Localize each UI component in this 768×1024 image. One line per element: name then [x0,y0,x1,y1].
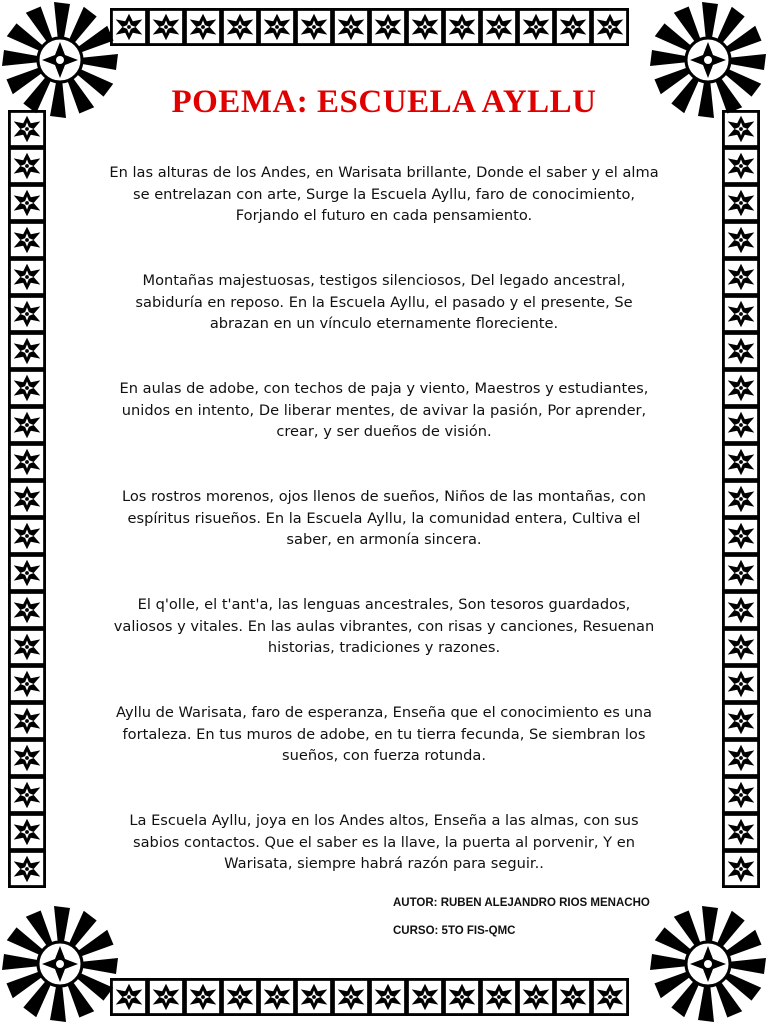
border-tile [722,739,760,777]
border-tile [8,776,46,814]
border-tile [332,978,370,1016]
border-tile [722,147,760,185]
stanza-3: En aulas de adobe, con techos de paja y viento, Maestros y estudiantes, unidos en intento, De liberar mentes, de avivar la pasión, Por aprender, crear, y ser dueños de visión. [119,380,649,440]
border-tile [517,978,555,1016]
border-tile [147,8,185,46]
corner-ornament-bottom-left [2,906,118,1022]
border-tile [8,517,46,555]
stanza-2: Montañas majestuosas, testigos silenciosos, Del legado ancestral, sabiduría en reposo. En la Escuela Ayllu, el pasado y el presente, Se abrazan en un vínculo eternamente floreciente. [135,272,633,332]
border-tile [184,978,222,1016]
border-tile [722,184,760,222]
border-tile [722,850,760,888]
border-tile [406,978,444,1016]
stanza-1: En las alturas de los Andes, en Warisata brillante, Donde el saber y el alma se entrelazan con arte, Surge la Escuela Ayllu, faro de conocimiento, Forjando el futuro en cada pensamiento. [109,164,659,224]
border-tile [332,8,370,46]
border-tile [258,978,296,1016]
author-line: AUTOR: RUBEN ALEJANDRO RIOS MENACHO [393,897,650,909]
border-tile [480,978,518,1016]
border-tile [8,332,46,370]
border-tile [8,739,46,777]
border-tile [147,978,185,1016]
course-line: CURSO: 5TO FIS-QMC [393,925,516,937]
border-tile [110,8,148,46]
border-tile [722,443,760,481]
border-tile [722,665,760,703]
border-tile [369,8,407,46]
border-tile [295,8,333,46]
border-tile [480,8,518,46]
border-tile [8,221,46,259]
border-tile [722,591,760,629]
border-tile [517,8,555,46]
corner-ornament-bottom-right [650,906,766,1022]
border-tile [8,369,46,407]
border-tile [406,8,444,46]
border-tile [258,8,296,46]
border-tile [8,850,46,888]
border-tile [8,591,46,629]
border-tile [8,258,46,296]
border-tile [722,702,760,740]
border-tile [722,369,760,407]
stanza-5: El q'olle, el t'ant'a, las lenguas ancestrales, Son tesoros guardados, valiosos y vitales. En las aulas vibrantes, con risas y canciones, Resuenan historias, tradiciones y razones. [113,596,655,656]
border-tile [221,978,259,1016]
border-tile [722,776,760,814]
border-tile [8,554,46,592]
border-tile [722,628,760,666]
border-tile [295,978,333,1016]
border-tile [8,480,46,518]
border-tile [722,406,760,444]
border-tile [591,978,629,1016]
poem-title: POEMA: ESCUELA AYLLU [171,84,597,120]
border-tile [722,813,760,851]
border-tile [722,554,760,592]
border-tile [8,628,46,666]
border-tile [8,665,46,703]
border-tile [722,517,760,555]
border-tile [591,8,629,46]
border-tile [722,221,760,259]
border-tile [8,813,46,851]
border-tile [369,978,407,1016]
border-tile [8,406,46,444]
border-tile [554,8,592,46]
border-tile [722,332,760,370]
stanza-4: Los rostros morenos, ojos llenos de sueños, Niños de las montañas, con espíritus risueños. En la Escuela Ayllu, la comunidad entera, Cultiva el saber, en armonía sincera. [122,488,646,548]
border-tile [722,258,760,296]
border-tile [554,978,592,1016]
border-tile [443,978,481,1016]
border-tile [8,702,46,740]
stanza-6: Ayllu de Warisata, faro de esperanza, Enseña que el conocimiento es una fortaleza. En tus muros de adobe, en tu tierra fecunda, Se siembran los sueños, con fuerza rotunda. [116,704,652,764]
border-tile [722,480,760,518]
border-tile [722,295,760,333]
stanza-7: La Escuela Ayllu, joya en los Andes altos, Enseña a las almas, con sus sabios contactos. Que el saber es la llave, la puerta al porvenir, Y en Warisata, siempre habrá razón para seguir.. [129,812,639,872]
border-tile [8,147,46,185]
border-tile [443,8,481,46]
border-tile [8,184,46,222]
border-tile [221,8,259,46]
border-tile [110,978,148,1016]
border-tile [184,8,222,46]
border-tile [8,443,46,481]
border-tile [8,295,46,333]
